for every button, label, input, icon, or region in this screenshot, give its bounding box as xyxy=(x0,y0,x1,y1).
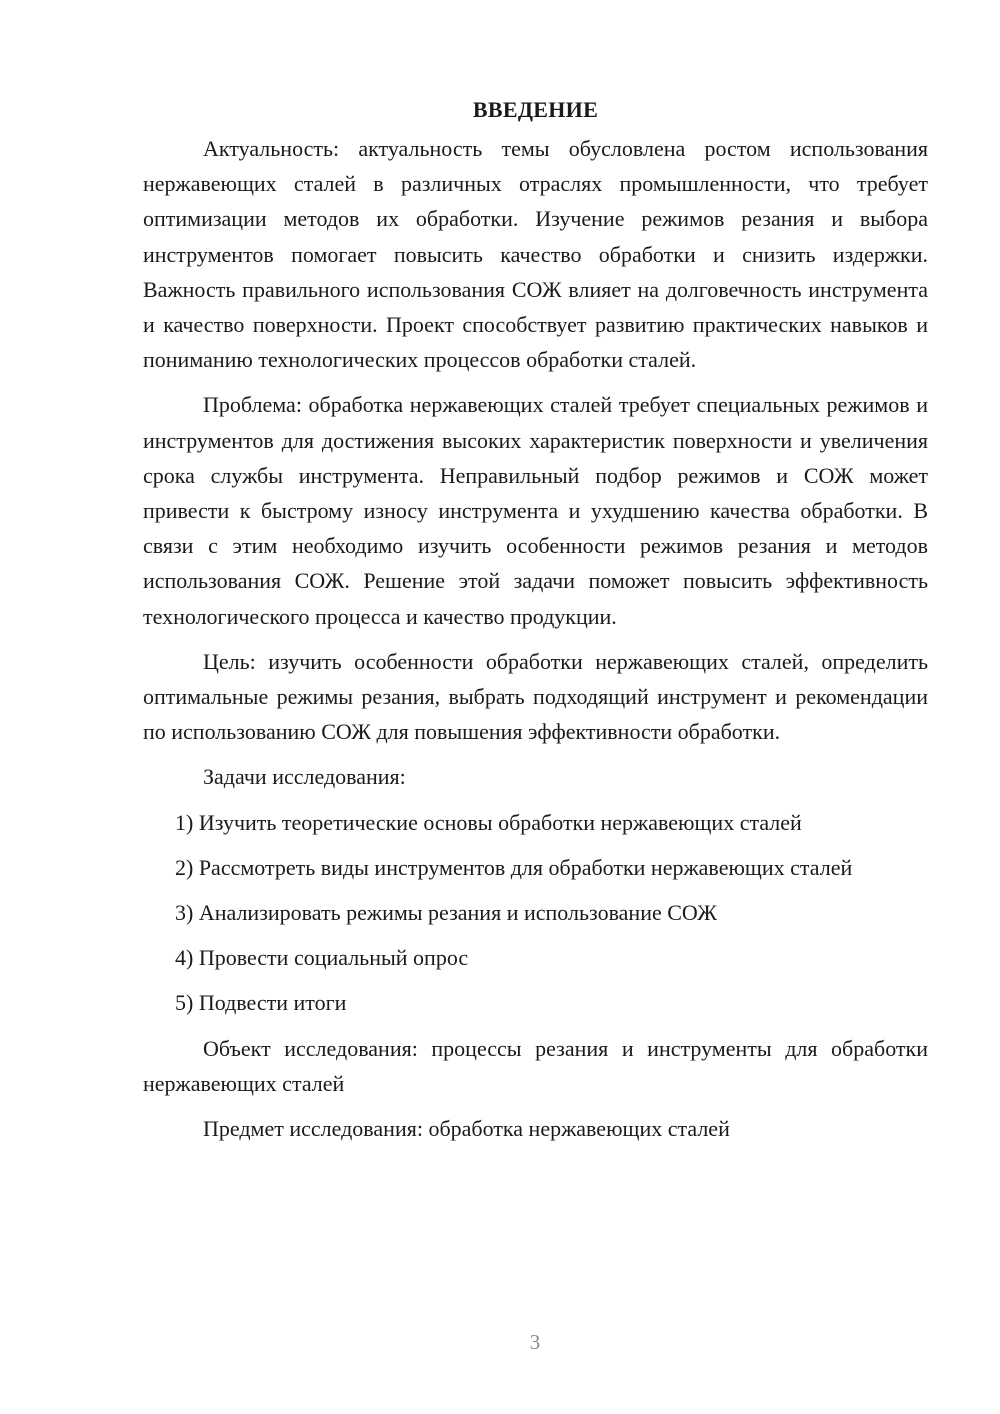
object-paragraph: Объект исследования: процессы резания и инструменты для обработки нержавеющих сталей xyxy=(143,1035,928,1096)
goal-paragraph: Цель: изучить особенности обработки нержавеющих сталей, определить оптимальные режимы резания, выбрать подходящий инструмент и рекомендации по использованию СОЖ для повышения эффективности обработки. xyxy=(143,648,928,745)
tasks-heading: Задачи исследования: xyxy=(203,764,406,790)
subject-paragraph: Предмет исследования: обработка нержавеющих сталей xyxy=(203,1116,730,1142)
tasks-list xyxy=(143,805,928,1021)
task-item: 3) Анализировать режимы резания и использование СОЖ xyxy=(175,900,717,926)
section-title: ВВЕДЕНИЕ xyxy=(472,97,599,122)
document-page xyxy=(143,92,928,1156)
task-item: 4) Провести социальный опрос xyxy=(175,945,469,971)
problem-paragraph: Проблема: обработка нержавеющих сталей требует специальных режимов и инструментов для достижения высоких характеристик поверхности и увеличения срока службы инструмента. Неправильный подбор режимов и СОЖ может привести к быстрому износу инструмента и ухудшению качества обработки. В связи с этим необходимо изучить особенности режимов резания и методов использования СОЖ. Решение этой задачи поможет повысить эффективность технологического процесса и качество продукции. xyxy=(143,392,928,629)
task-item: 5) Подвести итоги xyxy=(175,990,347,1016)
task-item: 2) Рассмотреть виды инструментов для обработки нержавеющих сталей xyxy=(175,854,853,880)
page-number: 3 xyxy=(529,1330,541,1354)
task-item: 1) Изучить теоретические основы обработки нержавеющих сталей xyxy=(175,809,802,835)
relevance-paragraph: Актуальность: актуальность темы обусловлена ростом использования нержавеющих сталей в различных отраслях промышленности, что требует оптимизации методов их обработки. Изучение режимов резания и выбора инструментов помогает повысить качество обработки и снизить издержки. Важность правильного использования СОЖ влияет на долговечность инструмента и качество поверхности. Проект способствует развитию практических навыков и пониманию технологических процессов обработки сталей. xyxy=(143,136,928,373)
